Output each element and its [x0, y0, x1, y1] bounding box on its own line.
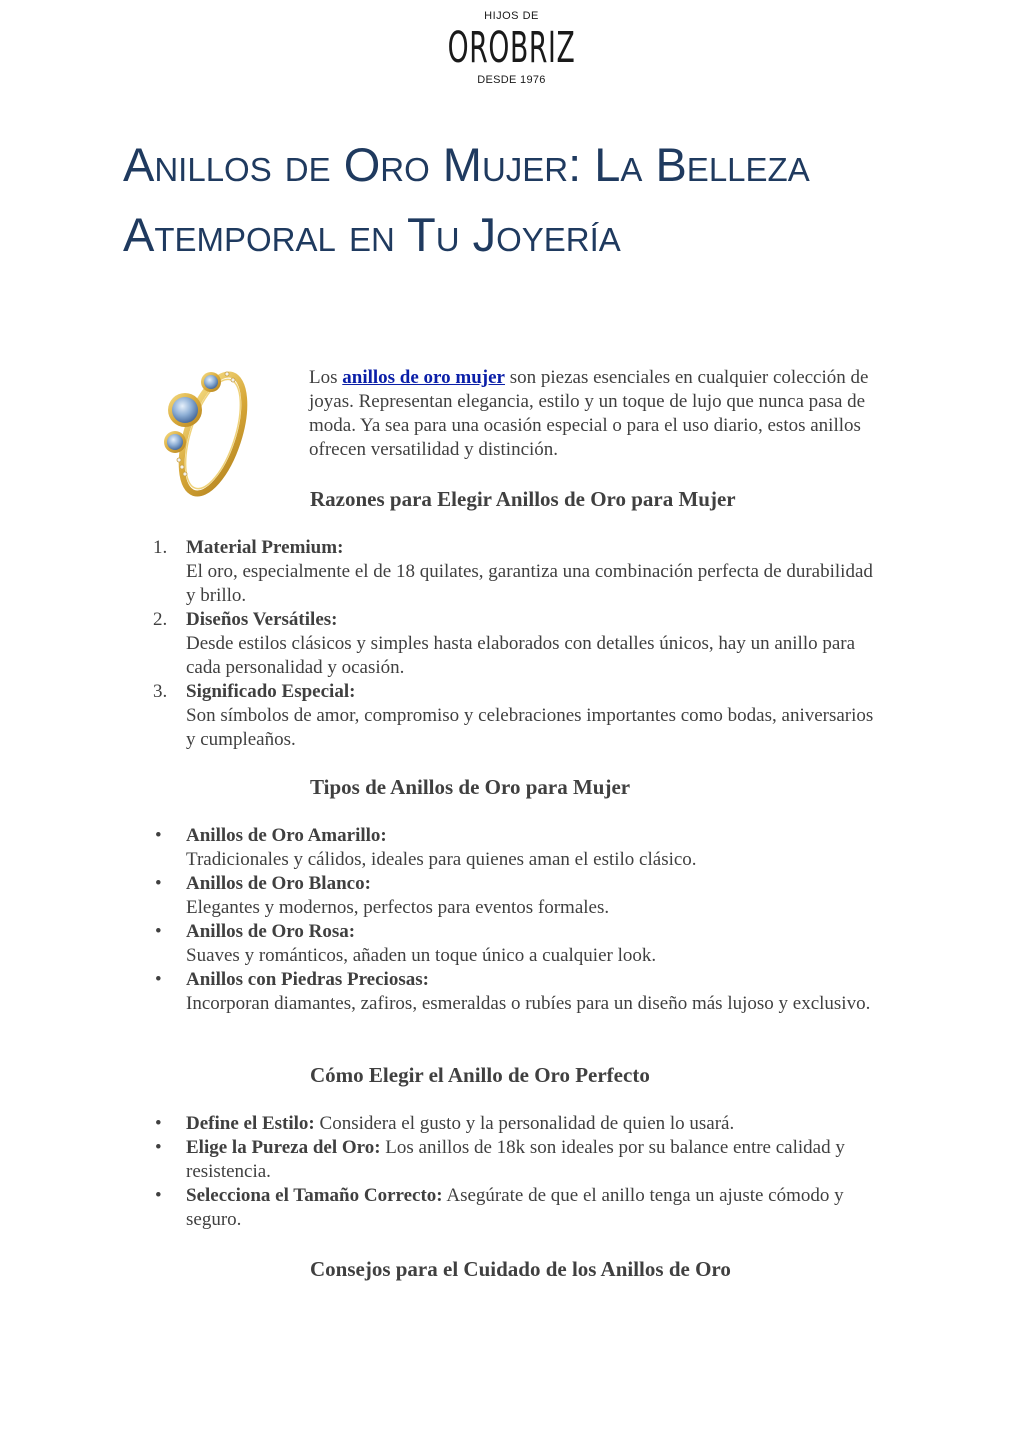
list-item: [155, 824, 886, 872]
item-title: Anillos de Oro Amarillo:: [186, 825, 387, 846]
intro-suffix: son piezas esenciales en cualquier colección de joyas. Representan elegancia, estilo y un toque de lujo que nunca pasa de moda. Ya sea para una ocasión especial o para el uso diario, estos anillos ofrecen versatilidad y distinción.: [309, 367, 869, 460]
item-text: Los anillos de 18k son ideales por su balance entre calidad y resistencia.: [186, 1137, 845, 1182]
list-item: [155, 1112, 886, 1136]
logo-top-text: HIJOS DE: [484, 10, 539, 22]
bullet-icon: •: [155, 969, 162, 990]
item-title: Diseños Versátiles:: [186, 609, 338, 630]
section-heading-razones: Razones para Elegir Anillos de Oro para Mujer: [310, 487, 736, 511]
list-item: [155, 1136, 886, 1184]
bullet-icon: •: [155, 825, 162, 846]
razones-list: [153, 536, 886, 752]
list-item: [155, 920, 886, 968]
brand-logo: [0, 10, 1023, 86]
item-title: Selecciona el Tamaño Correcto:: [186, 1185, 443, 1206]
ring-image: [155, 362, 255, 502]
section-heading-tipos: Tipos de Anillos de Oro para Mujer: [310, 775, 631, 799]
bullet-icon: •: [155, 921, 162, 942]
item-title: Anillos de Oro Rosa:: [186, 921, 356, 942]
list-item: [153, 680, 886, 752]
bullet-icon: •: [155, 1113, 162, 1134]
item-text: Suaves y románticos, añaden un toque único a cualquier look.: [186, 945, 657, 966]
intro-paragraph: [309, 366, 899, 462]
list-marker: 2.: [153, 609, 168, 630]
item-text: Son símbolos de amor, compromiso y celebraciones importantes como bodas, aniversarios y cumpleaños.: [186, 705, 874, 750]
anillos-link[interactable]: anillos de oro mujer: [342, 367, 505, 388]
item-text: Incorporan diamantes, zafiros, esmeraldas o rubíes para un diseño más lujoso y exclusivo.: [186, 993, 871, 1014]
section-heading-consejos: Consejos para el Cuidado de los Anillos de Oro: [310, 1257, 731, 1281]
tipos-list: [155, 824, 886, 1016]
page-title: Anillos de Oro Mujer: La Belleza Atemporal en Tu Joyería: [123, 138, 810, 261]
bullet-icon: •: [155, 873, 162, 894]
intro-prefix: Los: [309, 367, 343, 388]
list-item: [155, 872, 886, 920]
item-text: Tradicionales y cálidos, ideales para quienes aman el estilo clásico.: [186, 849, 697, 870]
list-marker: 3.: [153, 681, 168, 702]
list-item: [153, 608, 886, 680]
como-elegir-list: [155, 1112, 886, 1232]
item-text: Considera el gusto y la personalidad de quien lo usará.: [319, 1113, 735, 1134]
list-item: [155, 968, 886, 1016]
item-title: Elige la Pureza del Oro:: [186, 1137, 381, 1158]
section-heading-como-elegir: Cómo Elegir el Anillo de Oro Perfecto: [310, 1063, 650, 1087]
item-title: Anillos de Oro Blanco:: [186, 873, 371, 894]
item-text: Elegantes y modernos, perfectos para eventos formales.: [186, 897, 610, 918]
logo-wordmark: OROBRIZ: [447, 23, 576, 73]
item-text: Desde estilos clásicos y simples hasta elaborados con detalles únicos, hay un anillo para cada personalidad y ocasión.: [186, 633, 856, 678]
item-text: Asegúrate de que el anillo tenga un ajuste cómodo y seguro.: [186, 1185, 844, 1230]
item-title: Material Premium:: [186, 537, 344, 558]
item-title: Anillos con Piedras Preciosas:: [186, 969, 429, 990]
item-title: Define el Estilo:: [186, 1113, 315, 1134]
list-item: [155, 1184, 886, 1232]
item-title: Significado Especial:: [186, 681, 356, 702]
list-marker: 1.: [153, 537, 168, 558]
item-text: El oro, especialmente el de 18 quilates, garantiza una combinación perfecta de durabilidad y brillo.: [186, 561, 873, 606]
bullet-icon: •: [155, 1137, 162, 1158]
logo-bottom-text: DESDE 1976: [477, 74, 546, 86]
list-item: [153, 536, 886, 608]
bullet-icon: •: [155, 1185, 162, 1206]
